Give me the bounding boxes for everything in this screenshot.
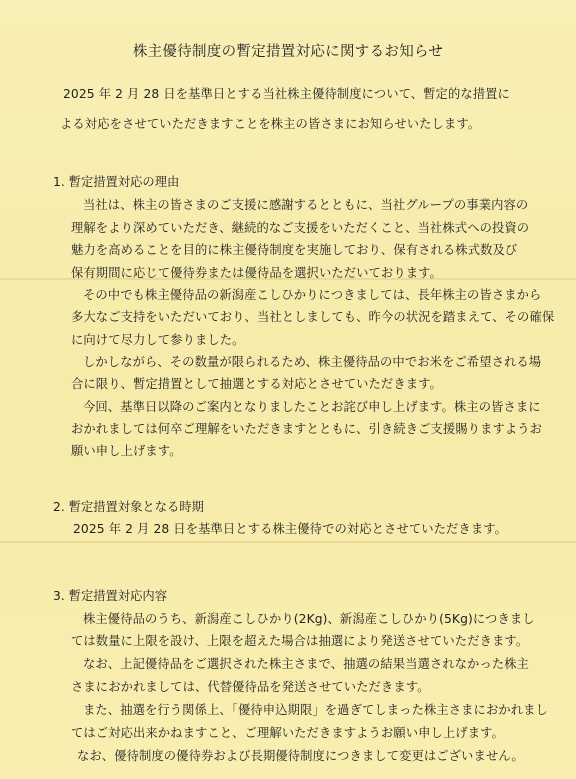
- section-2-line: 2025 年 2 月 28 日を基準日とする株主優待での対応とさせていただきます。: [73, 522, 508, 536]
- section-3-line: また、抽選を行う関係上、「優待申込期限」を過ぎてしまった株主さまにおかれまし: [83, 703, 548, 717]
- section-1-line: 多大なご支持をいただいており、当社としましても、昨今の状況を踏まえて、その確保: [71, 310, 555, 324]
- intro-line: よる対応をさせていただきますことを株主の皆さまにお知らせいたします。: [60, 117, 481, 131]
- section-1-line: 保有期間に応じて優待券または優待品を選択いただいております。: [71, 266, 442, 280]
- section-1-line: 理解をより深めていただき、継続的なご支援をいただくこと、当社株式への投資の: [71, 221, 530, 235]
- section-2-heading: 2. 暫定措置対象となる時期: [53, 500, 204, 514]
- section-1-line: に向けて尽力して参りました。: [71, 333, 245, 347]
- section-1-line: おかれましては何卒ご理解をいただきますとともに、引き続きご支援賜りますようお: [71, 422, 543, 436]
- section-1-line: 当社は、株主の皆さまのご支援に感謝するとともに、当社グループの事業内容の: [83, 198, 529, 212]
- section-3-line: なお、上記優待品をご選択された株主さまで、抽選の結果当選されなかった株主: [83, 657, 530, 671]
- section-3-line: なお、優待制度の優待券および長期優待制度につきまして変更はございません。: [77, 749, 524, 763]
- section-1-line: 今回、基準日以降のご案内となりましたことお詫び申し上げます。株主の皆さまに: [83, 400, 541, 414]
- section-1-line: 合に限り、暫定措置として抽選とする対応とさせていただきます。: [71, 377, 442, 391]
- document-title: 株主優待制度の暫定措置対応に関するお知らせ: [132, 44, 444, 60]
- section-3-heading: 3. 暫定措置対応内容: [53, 589, 168, 603]
- section-1-line: 魅力を高めることを目的に株主優待制度を実施しており、保有される株式数及び: [71, 243, 518, 257]
- section-1-line: その中でも株主優待品の新潟産こしひかりにつきましては、長年株主の皆さまから: [83, 288, 542, 302]
- section-3-line: 株主優待品のうち、新潟産こしひかり(2Kg)、新潟産こしひかり(5Kg)につきまし: [83, 612, 535, 626]
- section-3-line: てはご対応出来かねますこと、ご理解いただきますようお願い申し上げます。: [71, 726, 504, 740]
- section-1-line: 願い申し上げます。: [71, 444, 182, 458]
- fold-line: [0, 541, 576, 543]
- intro-line: 2025 年 2 月 28 日を基準日とする当社株主優待制度について、暫定的な措置に: [63, 87, 510, 101]
- section-3-line: さまにおかれましては、代替優待品を発送させていただきます。: [71, 680, 430, 694]
- section-3-line: ては数量に上限を設け、上限を超えた場合は抽選により発送させていただきます。: [71, 634, 529, 648]
- section-1-heading: 1. 暫定措置対応の理由: [53, 175, 180, 189]
- section-1-line: しかしながら、その数量が限られるため、株主優待品の中でお米をご希望される場: [83, 355, 542, 369]
